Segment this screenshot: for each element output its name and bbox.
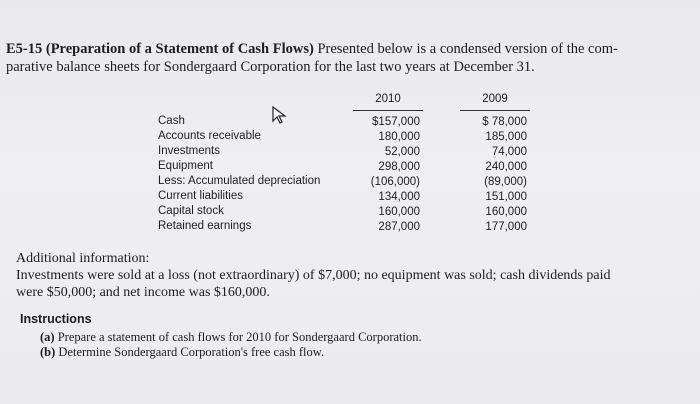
row-label: Capital stock	[158, 205, 224, 217]
row-label: Current liabilities	[158, 190, 244, 202]
instruction-text: Determine Sondergaard Corporation's free cash flow.	[58, 345, 325, 359]
intro-line-2: parative balance sheets for Sondergaard Corporation for the last two years at December 31.	[6, 59, 535, 75]
cell-2010: 180,000	[378, 131, 420, 143]
cell-2010: 160,000	[378, 206, 420, 218]
intro-line-1: Presented below is a condensed version of the com-	[317, 41, 618, 57]
exercise-heading: (Preparation of a Statement of Cash Flows)	[45, 41, 314, 57]
column-header-2009: 2009	[460, 92, 530, 111]
additional-line-2: were $50,000; and net income was $160,000.	[16, 285, 270, 300]
cell-2010: 52,000	[384, 146, 420, 158]
row-label: Retained earnings	[158, 220, 252, 232]
balance-sheet-labels	[158, 114, 320, 234]
exercise-code: E5-15	[6, 41, 43, 57]
row-label: Accounts receivable	[158, 130, 261, 142]
cell-2009: 151,000	[485, 191, 527, 203]
cell-2010: $157,000	[372, 116, 420, 128]
row-label: Less: Accumulated depreciation	[158, 175, 321, 187]
column-2010	[345, 92, 420, 235]
instruction-item-a	[40, 330, 422, 345]
instruction-text: Prepare a statement of cash flows for 2010 for Sondergaard Corporation.	[57, 330, 422, 344]
cell-2009: 74,000	[491, 146, 527, 158]
instruction-letter: (a)	[40, 330, 55, 344]
additional-information	[16, 250, 696, 301]
column-header-2010: 2010	[353, 92, 423, 111]
column-2009	[452, 92, 527, 235]
instruction-item-b	[40, 345, 422, 360]
additional-line-1: Investments were sold at a loss (not extraordinary) of $7,000; no equipment was sold; cash dividends paid	[16, 268, 611, 283]
cell-2010: 298,000	[378, 161, 420, 173]
cell-2010: (106,000)	[370, 176, 420, 188]
cell-2009: 185,000	[485, 131, 527, 143]
instructions-title: Instructions	[20, 312, 92, 326]
row-label: Equipment	[158, 160, 213, 172]
row-label: Investments	[158, 145, 220, 157]
row-label: Cash	[158, 115, 185, 127]
cell-2009: 160,000	[485, 206, 527, 218]
cell-2009: 177,000	[485, 221, 527, 233]
cell-2009: 240,000	[485, 161, 527, 173]
cell-2010: 134,000	[378, 191, 420, 203]
cell-2010: 287,000	[378, 221, 420, 233]
additional-title: Additional information:	[16, 251, 150, 266]
cell-2009: (89,000)	[484, 176, 527, 188]
cell-2009: $ 78,000	[482, 116, 527, 128]
instruction-letter: (b)	[40, 345, 56, 359]
exercise-intro	[6, 40, 696, 76]
instructions-list	[40, 330, 422, 360]
